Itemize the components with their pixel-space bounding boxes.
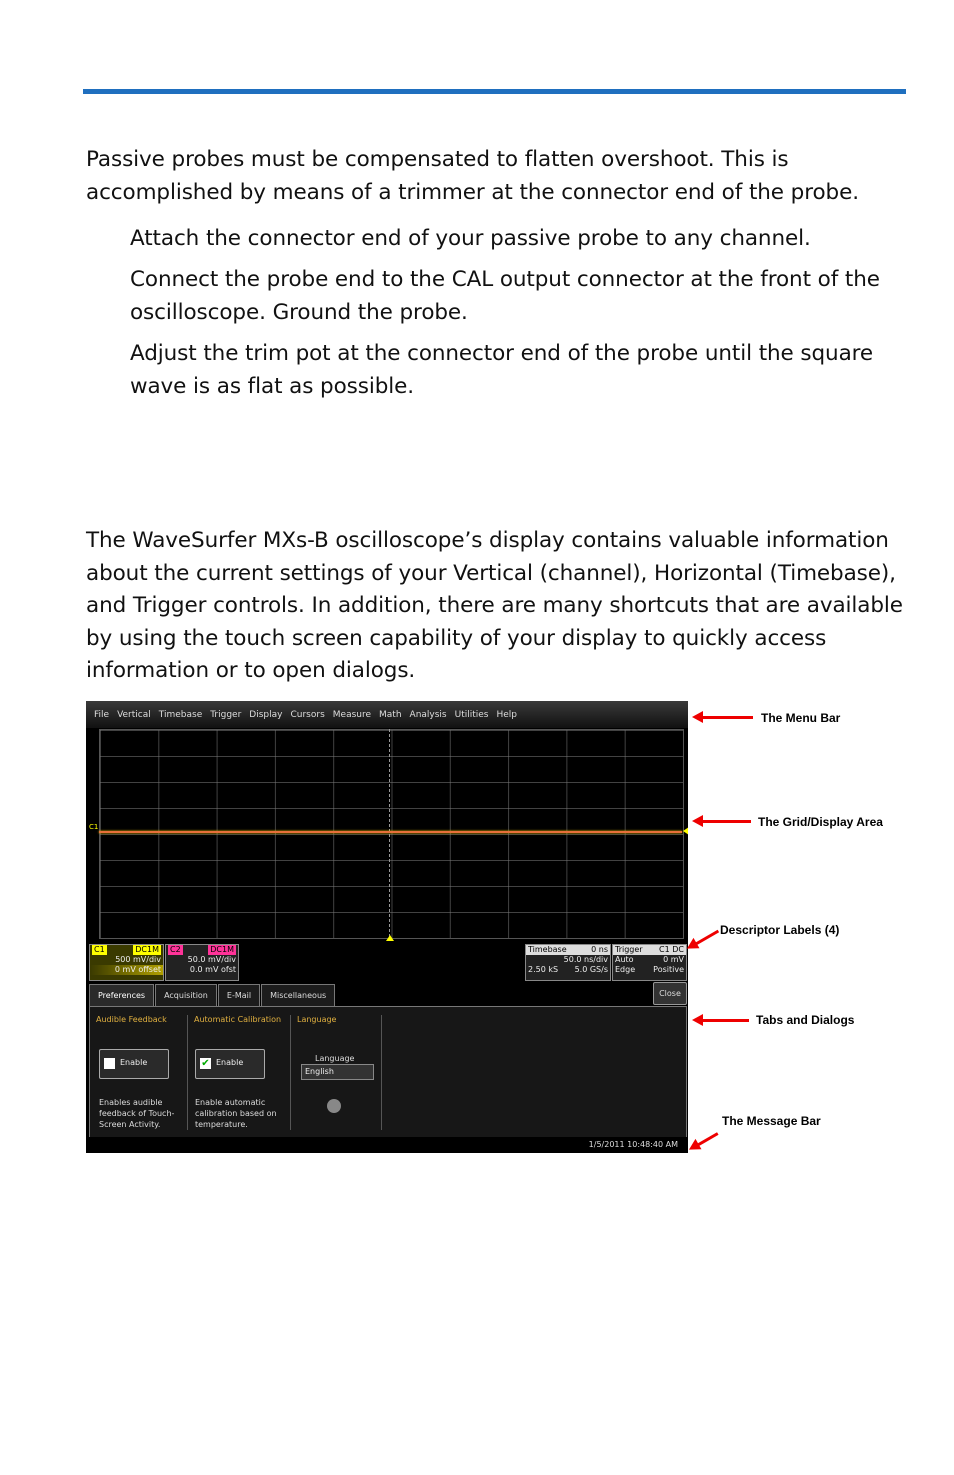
menu-display[interactable]: Display xyxy=(249,709,283,720)
c2-descriptor[interactable] xyxy=(165,944,239,981)
channel-1-trace xyxy=(99,831,682,833)
callout-tabs: Tabs and Dialogs xyxy=(756,1013,855,1027)
callout-message-bar: The Message Bar xyxy=(722,1114,821,1128)
step-3: Adjust the trim pot at the connector end of the probe until the square wave is as flat as possible. xyxy=(130,341,874,399)
menu-bar xyxy=(86,701,688,728)
c1-coupling: DC1M xyxy=(135,945,159,954)
menu-utilities[interactable]: Utilities xyxy=(454,709,489,720)
language-section xyxy=(291,1015,382,1130)
timebase-samples: 2.50 kS xyxy=(528,965,559,974)
checkmark-icon: ✔ xyxy=(201,1058,210,1069)
audible-enable-checkbox[interactable] xyxy=(99,1049,169,1079)
c2-scale: 50.0 mV/div xyxy=(187,955,236,964)
autocal-section xyxy=(188,1015,291,1130)
c1-scale: 500 mV/div xyxy=(115,955,161,964)
trigger-delay-marker-icon xyxy=(386,935,394,941)
language-title: Language xyxy=(297,1015,337,1024)
tab-miscellaneous[interactable]: Miscellaneous xyxy=(261,984,335,1006)
step-1: Attach the connector end of your passive probe to any channel. xyxy=(130,226,811,251)
display-grid[interactable] xyxy=(99,729,684,939)
callout-grid: The Grid/Display Area xyxy=(758,815,883,829)
menu-timebase[interactable]: Timebase xyxy=(158,709,203,720)
tab-email[interactable]: E-Mail xyxy=(218,984,260,1006)
audible-checkbox-box xyxy=(104,1058,115,1069)
trigger-level-marker-icon xyxy=(683,827,688,835)
oscilloscope-screenshot xyxy=(86,701,688,1153)
trigger-descriptor[interactable] xyxy=(612,944,687,981)
grid-arrow-icon xyxy=(701,820,751,823)
autocal-enable-checkbox[interactable] xyxy=(195,1049,265,1079)
timestamp: 1/5/2011 10:48:40 AM xyxy=(588,1140,678,1149)
c2-offset: 0.0 mV ofst xyxy=(189,965,236,974)
c1-name: C1 xyxy=(94,945,105,954)
message-bar-arrow-icon xyxy=(696,1132,718,1147)
trigger-coupling: DC xyxy=(672,945,684,954)
tab-acquisition[interactable]: Acquisition xyxy=(155,984,217,1006)
timebase-scale: 50.0 ns/div xyxy=(563,955,608,964)
autocal-title: Automatic Calibration xyxy=(194,1015,282,1024)
display-paragraph: The WaveSurfer MXs-B oscilloscope’s display contains valuable information about the current settings of your Vertical (channel), Horizontal (Timebase), and Trigger controls. In addition, there are many shortcuts that are available by using the touch screen capability of your display to quickly access information or to open dialogs. xyxy=(86,528,903,683)
c1-descriptor[interactable] xyxy=(89,944,164,981)
menu-analysis[interactable]: Analysis xyxy=(409,709,447,720)
dialog-tabs xyxy=(89,984,336,1006)
audible-section xyxy=(90,1015,188,1130)
callout-menu-bar: The Menu Bar xyxy=(761,711,841,725)
audible-note: Enables audible feedback of Touch-Screen Activity. xyxy=(99,1098,175,1129)
trace-marker: C1 xyxy=(89,823,99,831)
tab-preferences[interactable]: Preferences xyxy=(89,984,154,1006)
autocal-note: Enable automatic calibration based on temperature. xyxy=(195,1098,277,1129)
preferences-dialog xyxy=(89,1006,687,1138)
menu-measure[interactable]: Measure xyxy=(332,709,372,720)
trigger-title: Trigger xyxy=(615,945,643,954)
descriptor-arrow-icon xyxy=(694,930,719,946)
step-2: Connect the probe end to the CAL output connector at the front of the oscilloscope. Ground the probe. xyxy=(130,267,880,325)
header-rule xyxy=(83,89,906,94)
tabs-arrow-icon xyxy=(701,1019,749,1022)
c2-coupling: DC1M xyxy=(210,945,234,954)
language-label: Language xyxy=(315,1054,355,1063)
autocal-checkbox-label: Enable xyxy=(216,1058,244,1067)
menu-bar-arrow-icon xyxy=(701,716,753,719)
c1-offset: 0 mV offset xyxy=(90,965,163,975)
language-select[interactable]: English xyxy=(301,1064,374,1080)
audible-checkbox-label: Enable xyxy=(120,1058,148,1067)
trigger-source: C1 xyxy=(659,945,670,954)
timebase-title: Timebase xyxy=(528,945,567,954)
audible-title: Audible Feedback xyxy=(96,1015,167,1024)
close-button[interactable]: Close xyxy=(653,982,687,1005)
timebase-delay: 0 ns xyxy=(591,945,608,954)
menu-help[interactable]: Help xyxy=(496,709,518,720)
menu-vertical[interactable]: Vertical xyxy=(117,709,151,720)
c2-name: C2 xyxy=(170,945,181,954)
menu-cursors[interactable]: Cursors xyxy=(290,709,325,720)
trigger-level: 0 mV xyxy=(663,955,684,964)
trigger-mode: Auto xyxy=(615,955,634,964)
callout-descriptors: Descriptor Labels (4) xyxy=(720,923,840,937)
timebase-descriptor[interactable] xyxy=(525,944,611,981)
menu-trigger[interactable]: Trigger xyxy=(210,709,242,720)
grid-center-line xyxy=(389,729,391,937)
trigger-slope: Positive xyxy=(653,965,684,974)
timebase-rate: 5.0 GS/s xyxy=(574,965,608,974)
menu-math[interactable]: Math xyxy=(379,709,402,720)
trigger-type: Edge xyxy=(615,965,636,974)
message-bar xyxy=(86,1137,688,1153)
intro-paragraph: Passive probes must be compensated to flatten overshoot. This is accomplished by means of a trimmer at the connector end of the probe. xyxy=(86,147,859,205)
speaker-icon xyxy=(327,1099,341,1113)
menu-file[interactable]: File xyxy=(94,709,110,720)
